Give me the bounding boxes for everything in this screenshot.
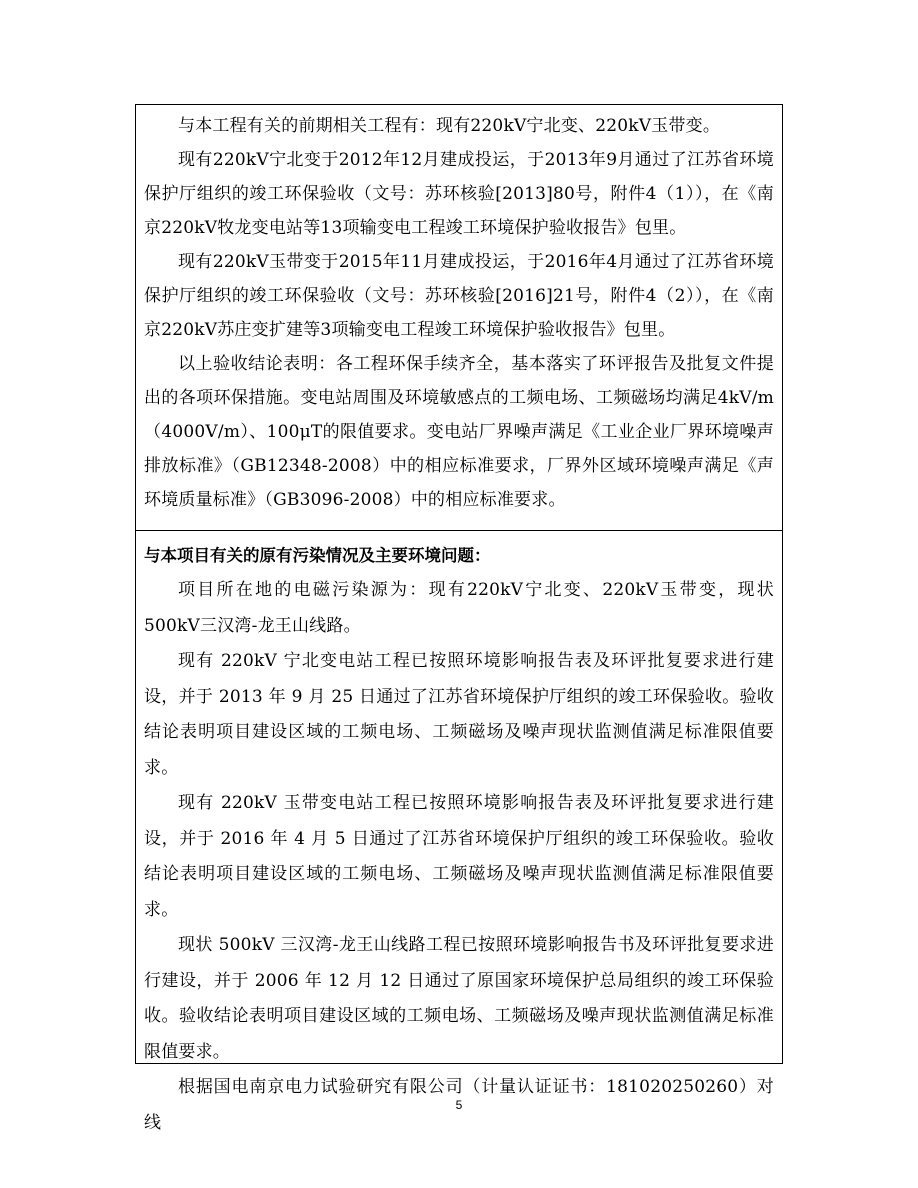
section-heading: 与本项目有关的原有污染情况及主要环境问题： xyxy=(144,546,491,565)
paragraph: 现有 220kV 宁北变电站工程已按照环境影响报告表及环评批复要求进行建设，并于 2013 年 9 月 25 日通过了江苏省环境保护厅组织的竣工环保验收。验收结论表明项目建设区域的工频电场、工频磁场及噪声现状监测值满足标准限值要求。 xyxy=(144,651,774,778)
paragraph: 以上验收结论表明：各工程环保手续齐全，基本落实了环评报告及批复文件提出的各项环保措施。变电站周围及环境敏感点的工频电场、工频磁场均满足4kV/m（4000V/m）、100μT的限值要求。变电站厂界噪声满足《工业企业厂界环境噪声排放标准》（GB12348-2008）中的相应标准要求，厂界外区域环境噪声满足《声环境质量标准》（GB3096-2008）中的相应标准要求。 xyxy=(144,354,774,510)
paragraph: 根据国电南京电力试验研究有限公司（计量认证证书：181020250260）对线 xyxy=(144,1077,774,1133)
document-table xyxy=(135,104,783,1133)
paragraph: 现有220kV宁北变于2012年12月建成投运，于2013年9月通过了江苏省环境保护厅组织的竣工环保验收（文号：苏环核验[2013]80号，附件4（1）），在《南京220kV牧龙变电站等13项输变电工程竣工环境保护验收报告》包里。 xyxy=(144,150,774,238)
paragraph: 现有 220kV 玉带变电站工程已按照环境影响报告表及环评批复要求进行建设，并于 2016 年 4 月 5 日通过了江苏省环境保护厅组织的竣工环保验收。验收结论表明项目建设区域的工频电场、工频磁场及噪声现状监测值满足标准限值要求。 xyxy=(144,793,774,920)
prior-projects-cell xyxy=(136,105,782,531)
paragraph: 项目所在地的电磁污染源为：现有220kV宁北变、220kV玉带变，现状500kV三汉湾-龙王山线路。 xyxy=(144,580,774,636)
paragraph: 与本工程有关的前期相关工程有：现有220kV宁北变、220kV玉带变。 xyxy=(178,116,721,136)
page-number: 5 xyxy=(455,1098,463,1112)
pollution-issues-cell xyxy=(136,531,782,1133)
paragraph: 现状 500kV 三汉湾-龙王山线路工程已按照环境影响报告书及环评批复要求进行建设，并于 2006 年 12 月 12 日通过了原国家环境保护总局组织的竣工环保验收。验收结论表明项目建设区域的工频电场、工频磁场及噪声现状监测值满足标准限值要求。 xyxy=(144,935,774,1062)
paragraph: 现有220kV玉带变于2015年11月建成投运，于2016年4月通过了江苏省环境保护厅组织的竣工环保验收（文号：苏环核验[2016]21号，附件4（2）），在《南京220kV苏庄变扩建等3项输变电工程竣工环境保护验收报告》包里。 xyxy=(144,252,774,340)
